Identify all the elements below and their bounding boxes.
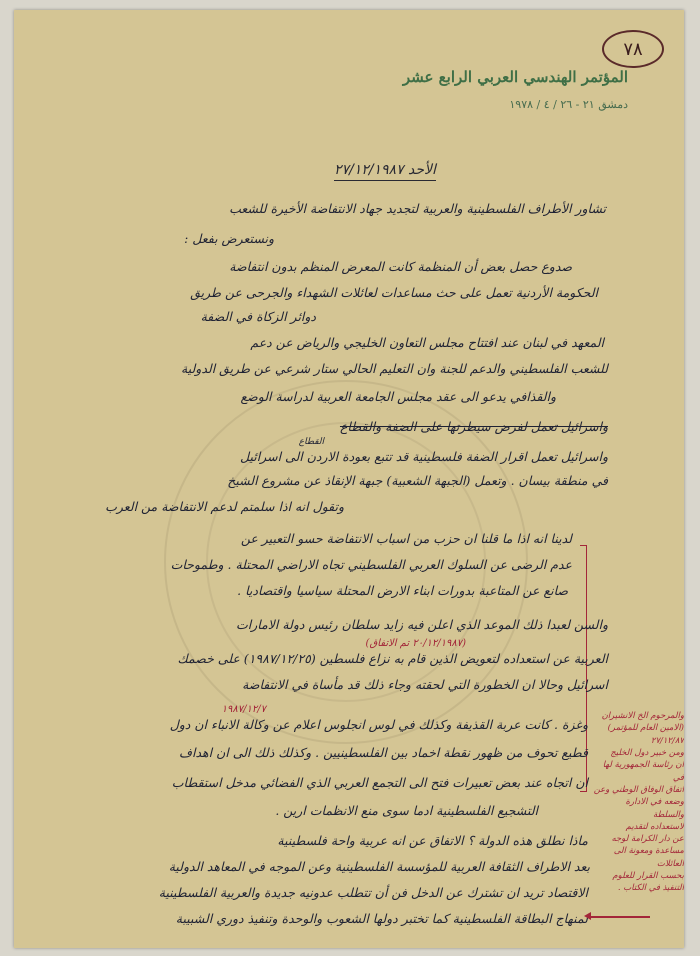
margin-note: (الامين العام للمؤتمر) ٢٧/١٢/٨٧: [607, 723, 684, 746]
margin-note: والمرحوم الخ الانشيران: [601, 711, 684, 721]
margin-note: لاستعداده لتقديم: [625, 821, 684, 832]
margin-note: عن دار الكرامة لوجه: [611, 834, 684, 845]
letterhead: [403, 68, 628, 111]
bracketed-line: عدم الرضى عن السلوك العربي الفلسطيني تجاه الاراضي المحتلة . وطموحات: [170, 557, 572, 572]
margin-notes: [592, 710, 684, 895]
opening-line: ونستعرض بفعل :: [184, 231, 274, 246]
letterhead-title: المؤتمر الهندسي العربي الرابع عشر: [402, 68, 628, 86]
struck-line: واسرائيل تعمل لفرض سيطرتها على الضفة والقطاع: [339, 419, 608, 434]
lower-line: وغزة . كانت عربة القذيفة وكذلك في لوس انجلوس اعلام عن وكالة الانباء ان دول: [169, 717, 588, 732]
middle-line: واسرائيل تعمل اقرار الضفة فلسطينية قد تتبع بعودة الاردن الى اسرائيل: [240, 449, 608, 464]
red-arrow: [590, 916, 650, 918]
body-line: الحكومة الأردنية تعمل على حث مساعدات لعائلات الشهداء والجرحى عن طريق: [190, 285, 598, 300]
margin-note: وضعه في الادارة والسلطة: [625, 797, 684, 820]
interlinear-note: القطاع: [298, 437, 324, 447]
lower-line: الاقتصاد تريد ان تشترك عن الدخل فن أن تتطلب عدونيه جديدة والعربية الفلسطينية: [158, 885, 588, 900]
red-annotation: ١٩٨٧/١٢/٧: [221, 704, 266, 715]
bracketed-line: صانع عن المتاعبة بدورات ابناء الارض المحتلة سياسيا واقتصاديا .: [237, 583, 568, 598]
bracketed-line: العربية عن استعداده لتعويض الذين قام به نزاع فلسطين (١٩٨٧/١٢/٢٥) على خصمك: [177, 651, 608, 666]
margin-note: مساعدة ومعونة الى العائلات: [613, 846, 684, 869]
subject-line: تشاور الأطراف الفلسطينية والعربية لتجديد جهاد الانتفاضة الأخيرة للشعب: [229, 201, 606, 216]
lower-line: بعد الاطراف الثقافة العربية للمؤسسة الفلسطينية وعن الموجه في المعاهد الدولية: [168, 859, 590, 874]
margin-note: اتفاق الوفاق الوطني وعن: [593, 784, 684, 795]
bracketed-line: اسرائيل وحالا ان الخطورة التي لحقته وجاء ذلك قد مأساة في الانتفاضة: [242, 677, 608, 692]
margin-note: ان رئاسة الجمهورية لها في: [602, 760, 684, 783]
middle-line: وتقول انه اذا سلمتم لدعم الانتفاضة من العرب: [105, 499, 344, 514]
lower-line: ماذا نطلق هذه الدولة ؟ الاتفاق عن انه عربية واحة فلسطينية: [277, 833, 588, 848]
lower-line: لمنهاج البطاقة الفلسطينية كما تختبر دولها الشعوب والوحدة وتنفيذ دوري الشبيبة: [175, 911, 588, 926]
letterhead-place-date: دمشق ٢١ - ٢٦ / ٤ / ١٩٧٨: [509, 98, 628, 111]
body-line: للشعب الفلسطيني والدعم للجنة وان التعليم الحالي ستار شرعي عن طريق الدولية: [181, 361, 608, 376]
page-number: ٧٨: [602, 30, 664, 68]
document-page: [14, 10, 684, 948]
body-line: المعهد في لبنان عند افتتاح مجلس التعاون الخليجي والرياض عن دعم: [250, 335, 604, 350]
lower-line: ان اتجاه عند بعض تعبيرات فتح الى التجمع العربي الذي الفضائي مدخل استقطاب: [171, 775, 588, 790]
bracketed-line: لدينا انه اذا ما قلنا ان حزب من اسباب الانتفاضة حسو التعبير عن: [240, 531, 572, 546]
body-line: صدوع حصل بعض أن المنظمة كانت المعرض المنظم بدون انتفاضة: [229, 259, 572, 274]
bracketed-line: والسن لعبدا ذلك الموعد الذي اعلن فيه زايد سلطان رئيس دولة الامارات: [235, 617, 608, 632]
margin-note: بحسب القرار للعلوم: [612, 871, 684, 882]
red-annotation: (٢٠/١٢/١٩٨٧ تم الاتفاق): [365, 638, 466, 649]
margin-note: التنفيذ في الكتاب .: [617, 883, 684, 894]
lower-line: قطيع تحوف من ظهور نقطة اخماد بين الفلسطينيين . وكذلك ذلك الى ان اهداف: [179, 745, 588, 760]
margin-note: ومن خبير دول الخليج: [610, 747, 684, 758]
lower-line: التشجيع الفلسطينية ادما سوى منع الانظمات ارين .: [275, 803, 538, 818]
body-line: والقذافي يدعو الى عقد مجلس الجامعة العربية لدراسة الوضع: [240, 389, 556, 404]
middle-line: في منطقة بيسان . وتعمل (الجبهة الشعبية) جبهة الإنقاذ عن مشروع الشيخ: [227, 473, 608, 488]
body-line: دوائر الزكاة في الضفة: [200, 309, 316, 324]
document-date: الأحد ٢٧/١٢/١٩٨٧: [334, 162, 436, 181]
